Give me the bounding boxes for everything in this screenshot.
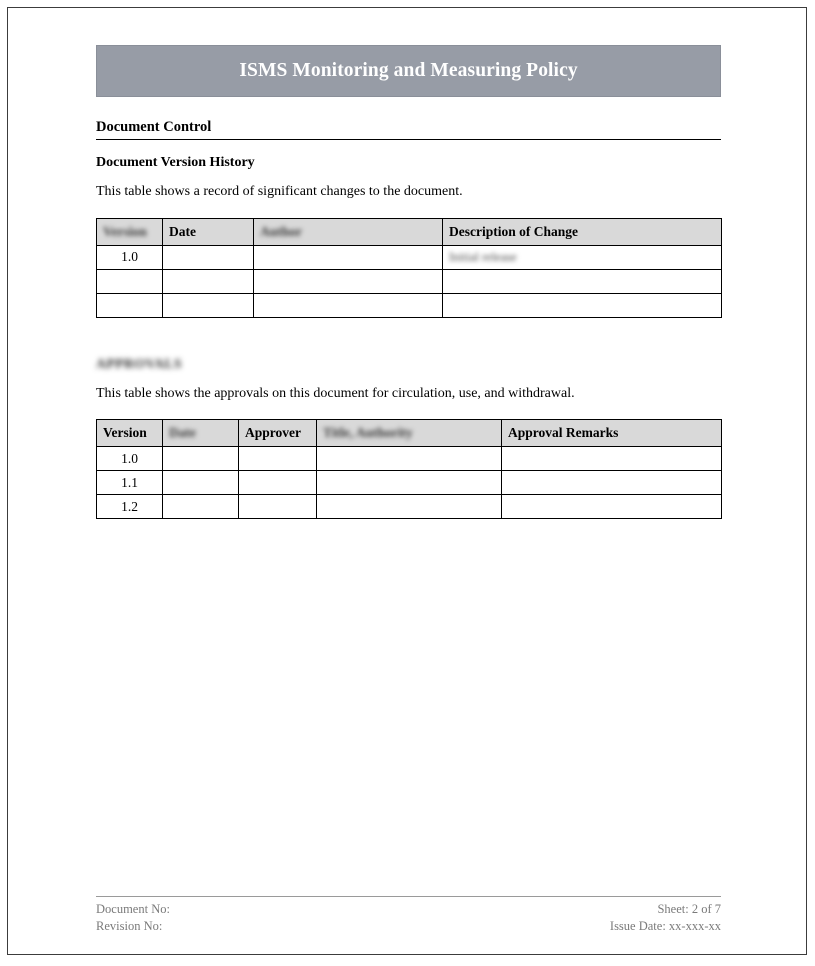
cell-author bbox=[254, 245, 443, 269]
cell-date bbox=[163, 245, 254, 269]
section-heading-approvals: APPROVALS bbox=[96, 355, 183, 371]
cell-version: 1.0 bbox=[97, 245, 163, 269]
cell-approver bbox=[239, 471, 317, 495]
cell-description bbox=[443, 269, 722, 293]
cell-version: 1.1 bbox=[97, 471, 163, 495]
column-header-date-text: Date bbox=[169, 425, 196, 440]
column-header-date bbox=[163, 420, 239, 447]
column-header-description: Description of Change bbox=[443, 218, 722, 245]
table-row bbox=[97, 447, 722, 471]
cell-remarks bbox=[502, 447, 722, 471]
cell-date bbox=[163, 471, 239, 495]
version-history-table bbox=[96, 218, 722, 318]
column-header-version: Version bbox=[97, 420, 163, 447]
approvals-intro: This table shows the approvals on this document for circulation, use, and withdrawal. bbox=[96, 385, 575, 401]
page-footer bbox=[96, 896, 721, 935]
cell-version bbox=[97, 269, 163, 293]
column-header-author bbox=[254, 218, 443, 245]
cell-date bbox=[163, 293, 254, 317]
column-header-date: Date bbox=[163, 218, 254, 245]
page-frame bbox=[7, 7, 807, 955]
footer-issue-date: Issue Date: xx-xxx-xx bbox=[609, 918, 721, 933]
column-header-approval-remarks: Approval Remarks bbox=[502, 420, 722, 447]
column-header-title-authority bbox=[317, 420, 502, 447]
approvals-table bbox=[96, 419, 722, 519]
footer-row-top bbox=[96, 901, 721, 918]
cell-title-authority bbox=[317, 471, 502, 495]
footer-revision-no: Revision No: bbox=[96, 918, 163, 933]
document-title-banner bbox=[96, 45, 721, 97]
cell-version: 1.0 bbox=[97, 447, 163, 471]
document-content bbox=[96, 45, 721, 519]
cell-approver bbox=[239, 447, 317, 471]
column-header-author-text: Author bbox=[260, 223, 303, 239]
cell-version bbox=[97, 293, 163, 317]
table-row bbox=[97, 293, 722, 317]
sub-heading-version-history: Document Version History bbox=[96, 155, 255, 170]
cell-version: 1.2 bbox=[97, 495, 163, 519]
footer-document-no: Document No: bbox=[96, 902, 170, 916]
table-row bbox=[97, 471, 722, 495]
column-header-version-text: Version bbox=[103, 223, 147, 239]
footer-row-bottom bbox=[96, 918, 721, 935]
cell-date bbox=[163, 269, 254, 293]
table-row bbox=[97, 245, 722, 269]
cell-description bbox=[443, 293, 722, 317]
cell-author bbox=[254, 269, 443, 293]
column-header-title-authority-text: Title, Authority bbox=[323, 425, 413, 440]
column-header-approver: Approver bbox=[239, 420, 317, 447]
cell-author bbox=[254, 293, 443, 317]
cell-title-authority bbox=[317, 495, 502, 519]
section-heading-document-control: Document Control bbox=[96, 119, 721, 140]
cell-title-authority bbox=[317, 447, 502, 471]
table-row bbox=[97, 495, 722, 519]
cell-description bbox=[443, 245, 722, 269]
page-title: ISMS Monitoring and Measuring Policy bbox=[239, 60, 578, 81]
cell-date bbox=[163, 495, 239, 519]
table-row bbox=[97, 269, 722, 293]
table-header-row bbox=[97, 218, 722, 245]
cell-remarks bbox=[502, 495, 722, 519]
cell-approver bbox=[239, 495, 317, 519]
cell-date bbox=[163, 447, 239, 471]
cell-remarks bbox=[502, 471, 722, 495]
table-header-row bbox=[97, 420, 722, 447]
version-history-intro: This table shows a record of significant changes to the document. bbox=[96, 184, 463, 199]
column-header-version bbox=[97, 218, 163, 245]
footer-sheet-number: Sheet: 2 of 7 bbox=[657, 902, 721, 916]
cell-description-text: Initial release bbox=[449, 250, 517, 264]
